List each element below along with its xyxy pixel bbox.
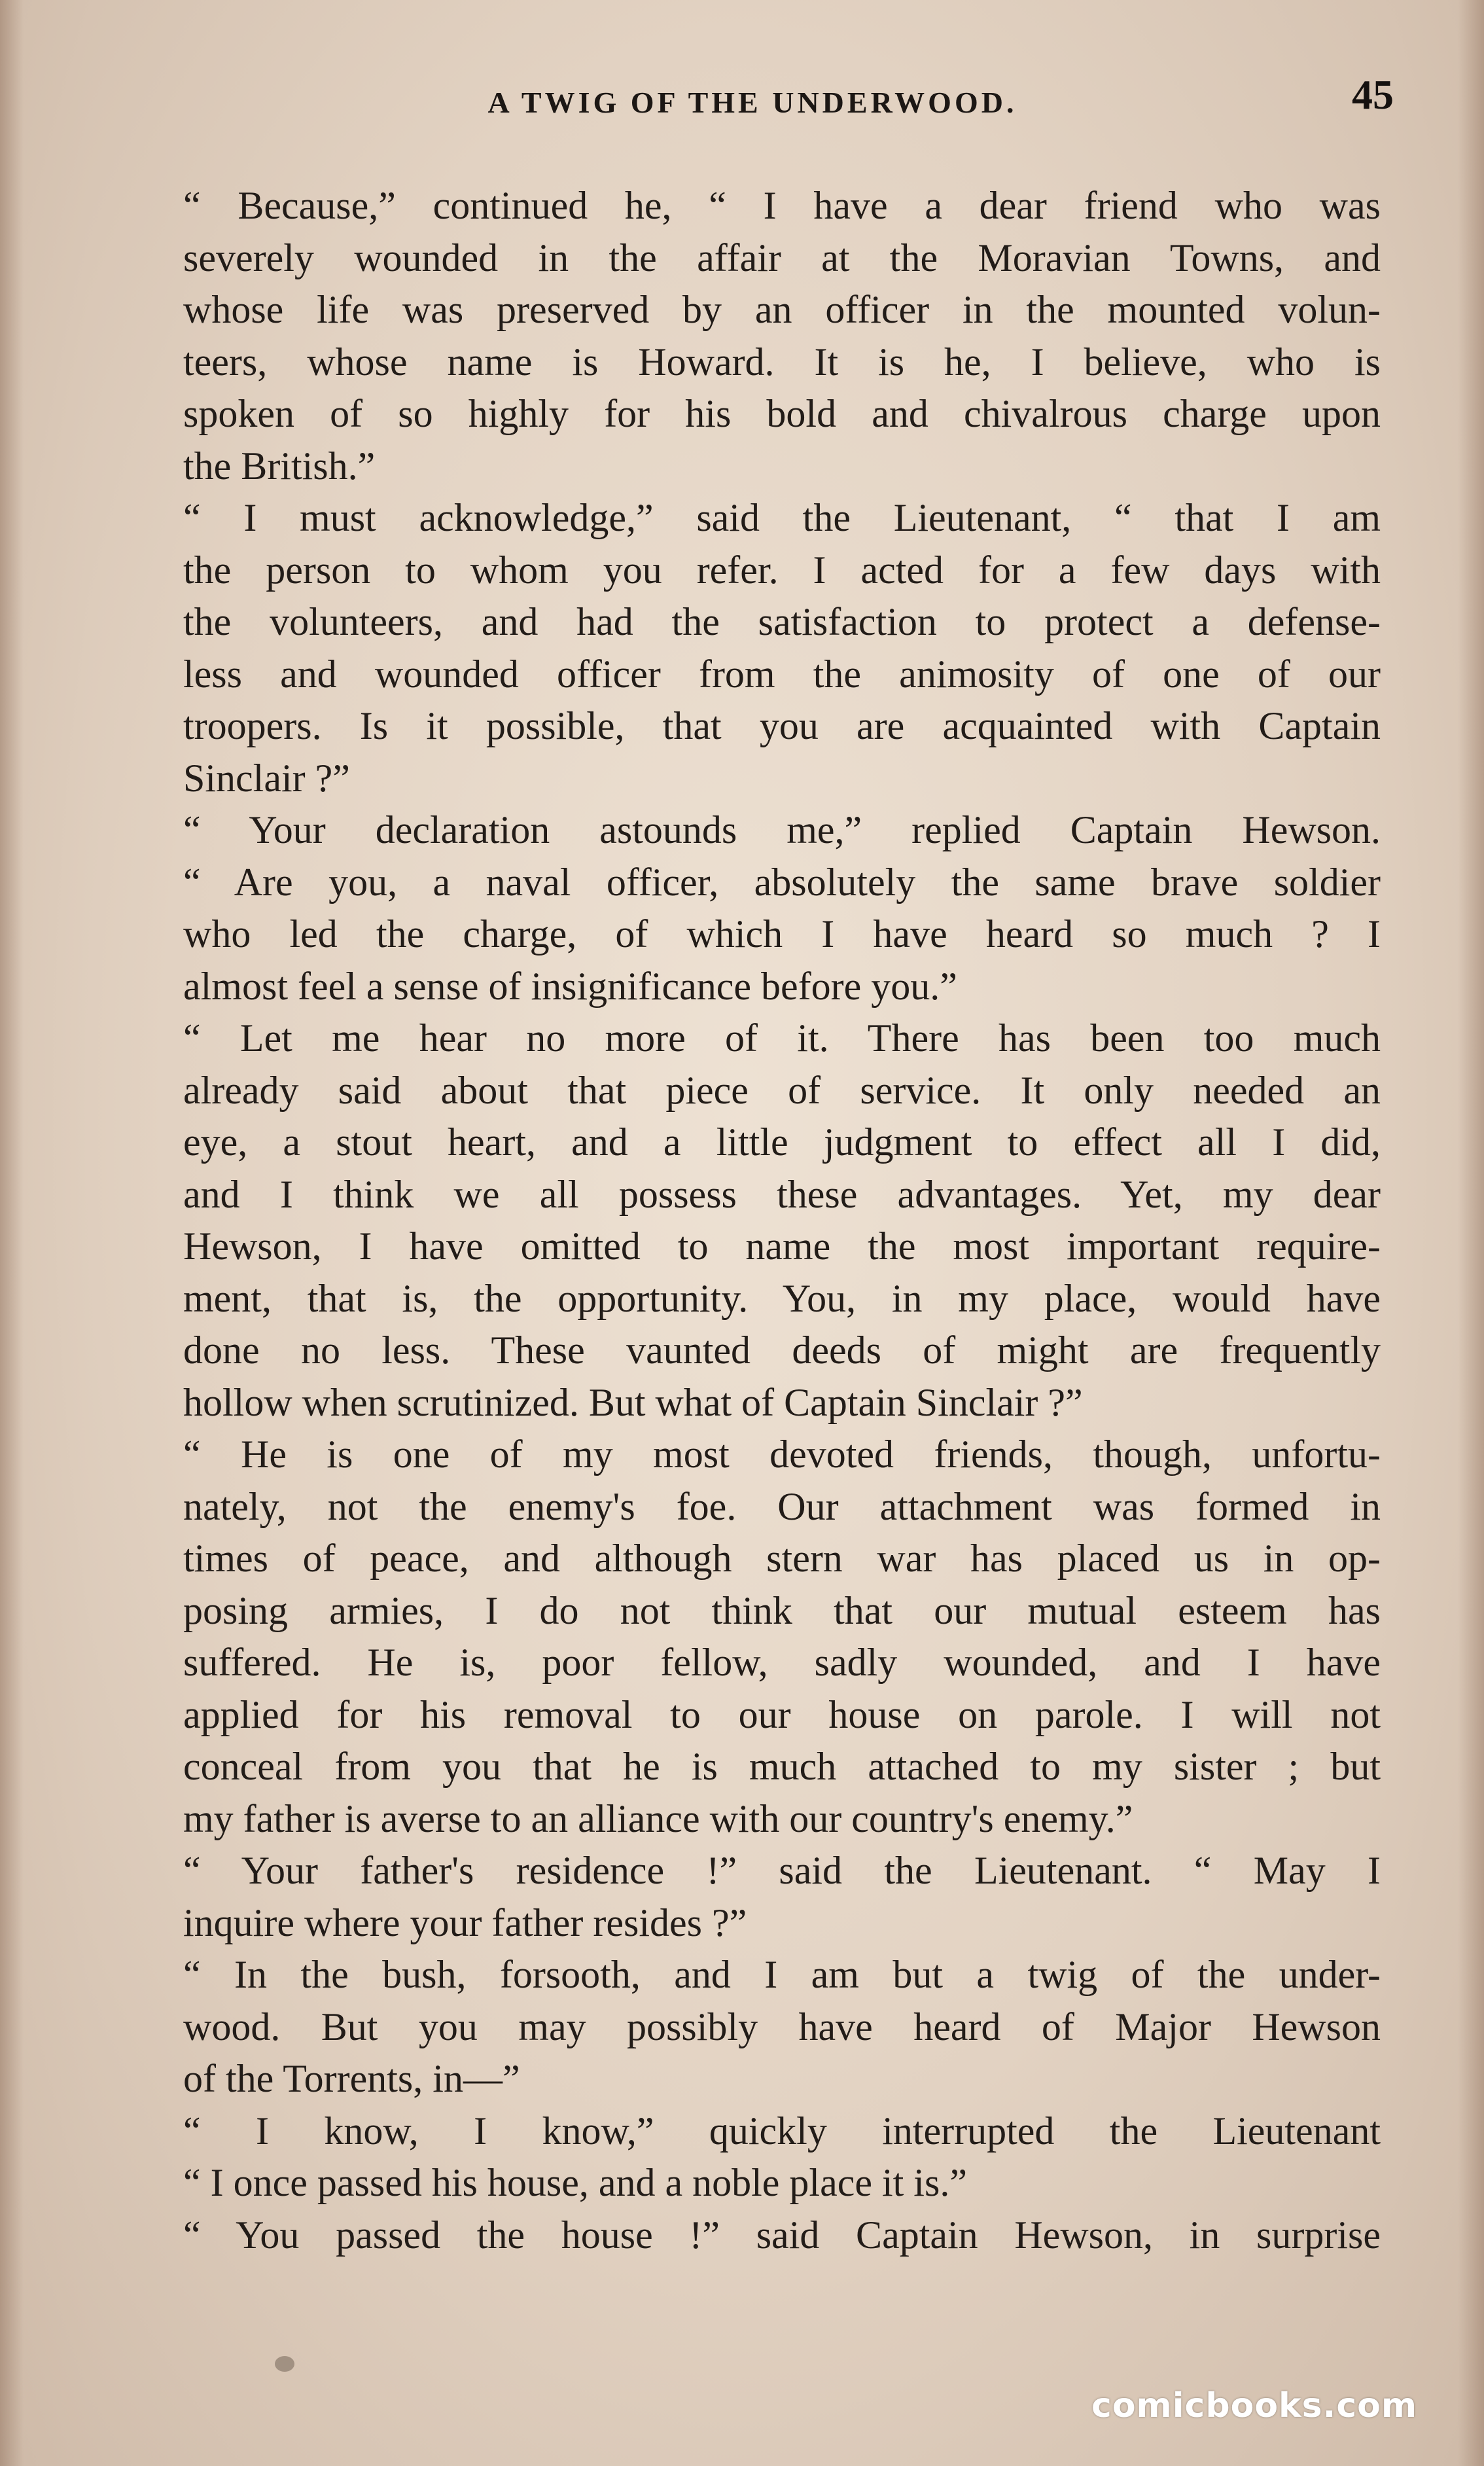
text-line: Hewson, I have omitted to name the most important require- bbox=[183, 1224, 1381, 1268]
text-line: and I think we all possess these advantages. Yet, my dear bbox=[183, 1172, 1381, 1216]
text-line: “ Your declaration astounds me,” replied Captain Hewson. bbox=[183, 808, 1381, 851]
text-line: of the Torrents, in—” bbox=[183, 2057, 520, 2100]
text-line: “ Your father's residence !” said the Lieutenant. “ May I bbox=[183, 1849, 1381, 1892]
text-line: almost feel a sense of insignificance before you.” bbox=[183, 964, 957, 1008]
text-line: hollow when scrutinized. But what of Captain Sinclair ?” bbox=[183, 1380, 1083, 1424]
text-line: whose life was preserved by an officer in the mounted volun- bbox=[183, 288, 1381, 331]
page-right-edge-shadow bbox=[1458, 0, 1484, 2466]
text-line: spoken of so highly for his bold and chivalrous charge upon bbox=[183, 392, 1381, 435]
text-line: “ I must acknowledge,” said the Lieutenant, “ that I am bbox=[183, 496, 1381, 539]
text-line: my father is averse to an alliance with our country's enemy.” bbox=[183, 1796, 1133, 1840]
text-line: “ I once passed his house, and a noble place it is.” bbox=[183, 2161, 967, 2204]
text-line: “ Because,” continued he, “ I have a dear friend who was bbox=[183, 184, 1381, 227]
text-line: eye, a stout heart, and a little judgment to effect all I did, bbox=[183, 1120, 1381, 1164]
paragraph bbox=[118, 492, 1381, 804]
text-line: teers, whose name is Howard. It is he, I believe, who is bbox=[183, 340, 1381, 384]
text-line: less and wounded officer from the animosity of one of our bbox=[183, 652, 1381, 696]
text-line: done no less. These vaunted deeds of might are frequently bbox=[183, 1329, 1381, 1372]
text-line: “ Are you, a naval officer, absolutely the same brave soldier bbox=[183, 860, 1381, 904]
watermark: comicbooks.com bbox=[1091, 2386, 1418, 2425]
paragraph bbox=[118, 804, 1381, 1012]
text-line: “ He is one of my most devoted friends, though, unfortu- bbox=[183, 1433, 1381, 1476]
text-line: troopers. Is it possible, that you are acquainted with Captain bbox=[183, 704, 1381, 747]
text-line: the volunteers, and had the satisfaction to protect a defense- bbox=[183, 600, 1381, 643]
paragraph bbox=[118, 2209, 1381, 2262]
text-line: inquire where your father resides ?” bbox=[183, 1901, 747, 1944]
text-line: conceal from you that he is much attached to my sister ; but bbox=[183, 1745, 1381, 1788]
text-line: severely wounded in the affair at the Moravian Towns, and bbox=[183, 236, 1381, 279]
text-line: already said about that piece of service. It only needed an bbox=[183, 1068, 1381, 1112]
text-line: suffered. He is, poor fellow, sadly wounded, and I have bbox=[183, 1641, 1381, 1684]
running-head: A TWIG OF THE UNDERWOOD. bbox=[487, 86, 1017, 119]
paragraph bbox=[118, 1429, 1381, 1845]
text-line: “ In the bush, forsooth, and I am but a twig of the under- bbox=[183, 1953, 1381, 1996]
text-line: ment, that is, the opportunity. You, in my place, would have bbox=[183, 1276, 1381, 1320]
text-line: posing armies, I do not think that our mutual esteem has bbox=[183, 1588, 1381, 1632]
text-line: “ I know, I know,” quickly interrupted the Lieutenant bbox=[183, 2109, 1381, 2153]
body-text bbox=[118, 180, 1381, 2261]
text-line: who led the charge, of which I have heard so much ? I bbox=[183, 912, 1381, 956]
page-number: 45 bbox=[1352, 71, 1394, 118]
paragraph bbox=[118, 180, 1381, 492]
ink-smudge bbox=[275, 2356, 294, 2372]
text-line: Sinclair ?” bbox=[183, 756, 350, 800]
page-left-edge-shadow bbox=[0, 0, 24, 2466]
paragraph bbox=[118, 1012, 1381, 1429]
paragraph bbox=[118, 2105, 1381, 2209]
text-line: times of peace, and although stern war has placed us in op- bbox=[183, 1537, 1381, 1580]
text-line: “ You passed the house !” said Captain Hewson, in surprise bbox=[183, 2213, 1381, 2257]
text-line: the person to whom you refer. I acted for a few days with bbox=[183, 548, 1381, 592]
text-line: applied for his removal to our house on parole. I will not bbox=[183, 1692, 1381, 1736]
text-line: the British.” bbox=[183, 444, 376, 488]
text-line: “ Let me hear no more of it. There has been too much bbox=[183, 1016, 1381, 1060]
text-line: nately, not the enemy's foe. Our attachment was formed in bbox=[183, 1484, 1381, 1528]
paragraph bbox=[118, 1845, 1381, 1949]
paragraph bbox=[118, 1949, 1381, 2105]
text-line: wood. But you may possibly have heard of Major Hewson bbox=[183, 2005, 1381, 2048]
